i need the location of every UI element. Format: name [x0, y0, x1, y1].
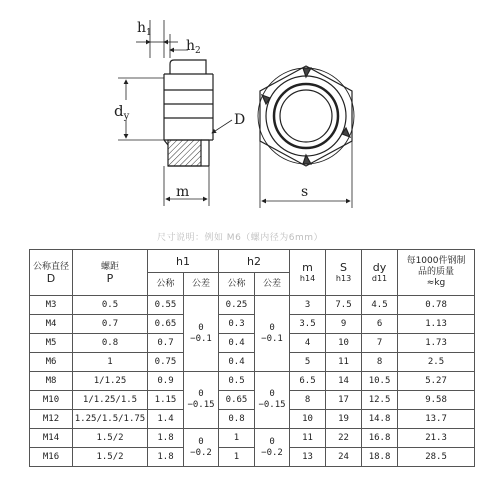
- table-row: [30, 353, 475, 372]
- header-h1-nominal: 公称: [148, 273, 184, 296]
- header-s: S h13: [326, 250, 362, 296]
- table-row: [30, 315, 475, 334]
- label-dy: $d_y$: [114, 102, 130, 122]
- cell-h2-nominal: 0.5: [219, 372, 255, 391]
- cell-weight: 1.13: [398, 315, 475, 334]
- cell-dy: 18.8: [362, 448, 398, 467]
- cell-h1-nominal: 0.7: [148, 334, 184, 353]
- cell-h1-nominal: 1.15: [148, 391, 184, 410]
- cell-weight: 0.78: [398, 296, 475, 315]
- cell-dy: 6: [362, 315, 398, 334]
- cell-diameter: M6: [30, 353, 73, 372]
- cell-m: 6.5: [290, 372, 326, 391]
- cell-h2-nominal: 0.4: [219, 353, 255, 372]
- cell-diameter: M3: [30, 296, 73, 315]
- cell-h1-nominal: 0.65: [148, 315, 184, 334]
- cell-m: 5: [290, 353, 326, 372]
- table-row: [30, 391, 475, 410]
- header-h1: h1: [148, 250, 219, 273]
- cell-h2-tolerance: 0 −0.2: [255, 429, 290, 467]
- cell-diameter: M12: [30, 410, 73, 429]
- dim-dy: [118, 78, 164, 140]
- cell-h1-nominal: 1.8: [148, 448, 184, 467]
- cell-s: 11: [326, 353, 362, 372]
- cell-weight: 2.5: [398, 353, 475, 372]
- header-h2: h2: [219, 250, 290, 273]
- table-row: [30, 448, 475, 467]
- cell-h2-nominal: 0.8: [219, 410, 255, 429]
- cell-h2-nominal: 0.3: [219, 315, 255, 334]
- cell-h1-tolerance: 0 −0.15: [184, 372, 219, 429]
- cell-weight: 13.7: [398, 410, 475, 429]
- cell-m: 13: [290, 448, 326, 467]
- table-row: [30, 296, 475, 315]
- label-m: m: [176, 184, 190, 200]
- cell-pitch: 1: [73, 353, 148, 372]
- cell-dy: 14.8: [362, 410, 398, 429]
- cell-h1-nominal: 0.9: [148, 372, 184, 391]
- table-row: [30, 429, 475, 448]
- dim-D: [212, 120, 232, 133]
- cell-pitch: 1/1.25: [73, 372, 148, 391]
- cell-h1-nominal: 0.55: [148, 296, 184, 315]
- cell-s: 14: [326, 372, 362, 391]
- top-view: [258, 66, 354, 166]
- cell-s: 19: [326, 410, 362, 429]
- cell-weight: 1.73: [398, 334, 475, 353]
- cell-weight: 21.3: [398, 429, 475, 448]
- cell-h2-nominal: 1: [219, 429, 255, 448]
- cell-dy: 7: [362, 334, 398, 353]
- cell-pitch: 1.5/2: [73, 448, 148, 467]
- cell-diameter: M5: [30, 334, 73, 353]
- cell-s: 24: [326, 448, 362, 467]
- cell-pitch: 1.25/1.5/1.75: [73, 410, 148, 429]
- cell-dy: 4.5: [362, 296, 398, 315]
- cell-diameter: M14: [30, 429, 73, 448]
- cell-dy: 12.5: [362, 391, 398, 410]
- cell-s: 7.5: [326, 296, 362, 315]
- header-weight: 每1000件钢制 品的质量 ≈kg: [398, 250, 475, 296]
- table-row: [30, 334, 475, 353]
- header-nominal-diameter: 公称直径 D: [30, 250, 73, 296]
- table-row: [30, 410, 475, 429]
- cell-pitch: 1/1.25/1.5: [73, 391, 148, 410]
- cell-h2-nominal: 1: [219, 448, 255, 467]
- cell-s: 22: [326, 429, 362, 448]
- cell-diameter: M10: [30, 391, 73, 410]
- label-D: D: [234, 112, 246, 128]
- cell-s: 10: [326, 334, 362, 353]
- cell-h2-nominal: 0.25: [219, 296, 255, 315]
- cell-diameter: M16: [30, 448, 73, 467]
- header-h1-tolerance: 公差: [184, 273, 219, 296]
- cell-pitch: 0.7: [73, 315, 148, 334]
- cell-pitch: 0.8: [73, 334, 148, 353]
- cell-weight: 5.27: [398, 372, 475, 391]
- cell-h2-nominal: 0.65: [219, 391, 255, 410]
- label-h2: $h_2$: [186, 38, 201, 56]
- cell-h1-nominal: 0.75: [148, 353, 184, 372]
- header-h2-tolerance: 公差: [255, 273, 290, 296]
- cell-h2-nominal: 0.4: [219, 334, 255, 353]
- cell-h1-tolerance: 0 −0.2: [184, 429, 219, 467]
- header-dy: dy d11: [362, 250, 398, 296]
- cell-m: 4: [290, 334, 326, 353]
- cell-s: 9: [326, 315, 362, 334]
- cell-diameter: M4: [30, 315, 73, 334]
- cell-s: 17: [326, 391, 362, 410]
- spec-table: [29, 249, 475, 467]
- cell-h2-tolerance: 0 −0.1: [255, 296, 290, 372]
- side-view: [164, 60, 213, 166]
- header-h2-nominal: 公称: [219, 273, 255, 296]
- cell-m: 11: [290, 429, 326, 448]
- label-h1: $h_1$: [137, 20, 152, 38]
- cell-pitch: 0.5: [73, 296, 148, 315]
- header-m: m h14: [290, 250, 326, 296]
- cell-dy: 10.5: [362, 372, 398, 391]
- header-pitch: 螺距 P: [73, 250, 148, 296]
- cell-m: 3.5: [290, 315, 326, 334]
- cell-m: 3: [290, 296, 326, 315]
- cell-weight: 9.58: [398, 391, 475, 410]
- watermark-caption: 尺寸说明：例如 M6（螺内径为6mm）: [156, 233, 324, 243]
- cell-h2-tolerance: 0 −0.15: [255, 372, 290, 429]
- cell-dy: 16.8: [362, 429, 398, 448]
- cell-diameter: M8: [30, 372, 73, 391]
- cell-h1-tolerance: 0 −0.1: [184, 296, 219, 372]
- cell-h1-nominal: 1.8: [148, 429, 184, 448]
- label-s: s: [301, 184, 309, 200]
- cell-dy: 8: [362, 353, 398, 372]
- cell-m: 10: [290, 410, 326, 429]
- cell-weight: 28.5: [398, 448, 475, 467]
- cell-m: 8: [290, 391, 326, 410]
- spec-table-body: [30, 296, 475, 467]
- cell-pitch: 1.5/2: [73, 429, 148, 448]
- table-row: [30, 372, 475, 391]
- nut-technical-drawing: [0, 0, 480, 228]
- cell-h1-nominal: 1.4: [148, 410, 184, 429]
